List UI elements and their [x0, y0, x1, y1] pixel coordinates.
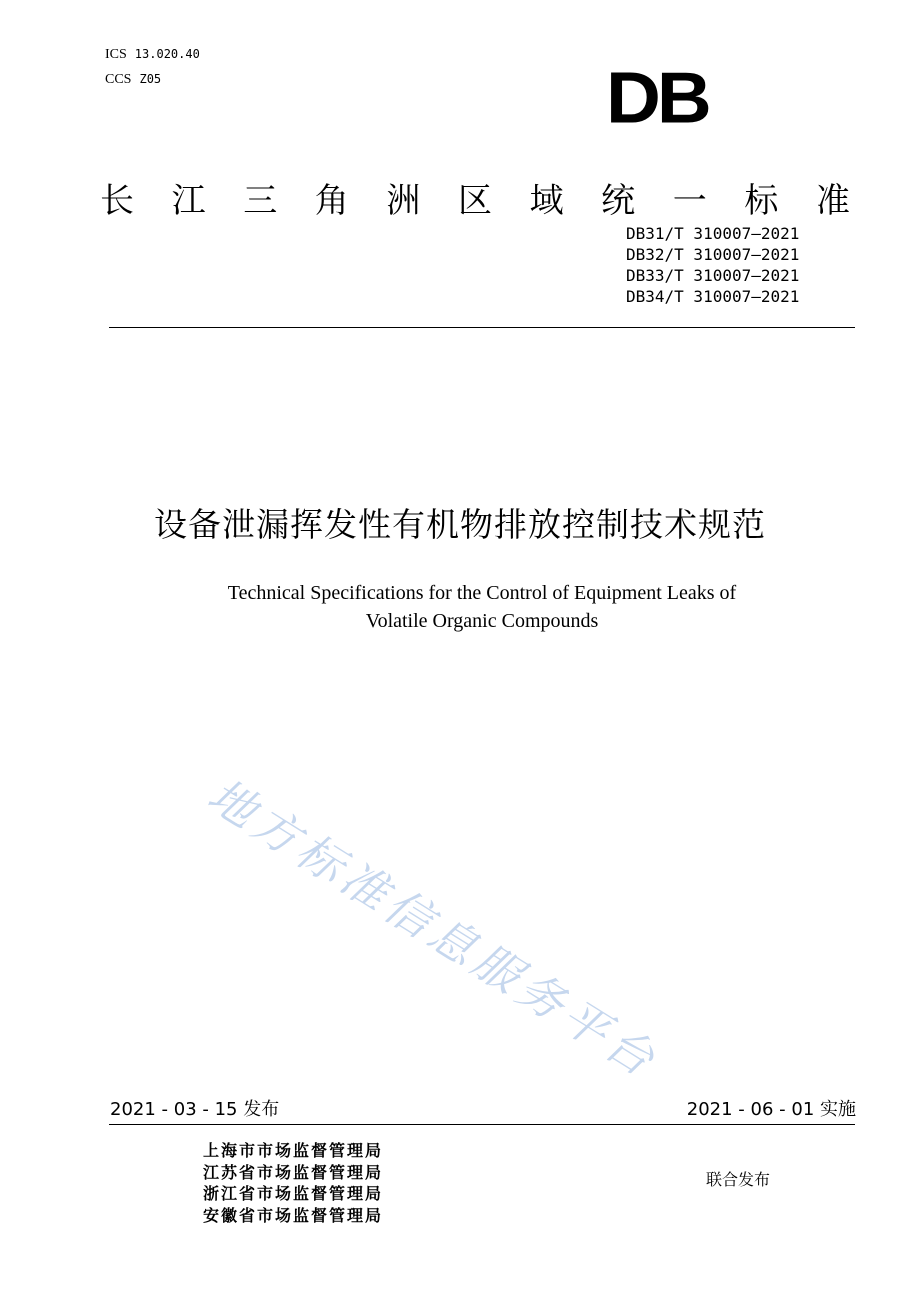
standard-number: DB34/T 310007—2021 [626, 287, 800, 306]
standard-type-char: 域 [529, 181, 564, 221]
standard-number: DB31/T 310007—2021 [626, 224, 800, 243]
standard-type-char: 角 [314, 181, 349, 221]
standard-type-heading [100, 178, 850, 224]
standard-type-char: 洲 [386, 181, 421, 221]
joint-release-label: 联合发布 [706, 1170, 771, 1189]
ics-code [105, 46, 200, 63]
standard-numbers [626, 223, 846, 307]
title-chinese: 设备泄漏挥发性有机物排放控制技术规范 [154, 505, 766, 544]
issuer: 上海市市场监督管理局 [203, 1141, 384, 1160]
standard-type-char: 标 [744, 181, 779, 221]
ccs-value: Z05 [139, 72, 162, 86]
standard-type-char: 三 [243, 181, 278, 221]
ics-value: 13.020.40 [134, 47, 200, 61]
ccs-code [105, 71, 161, 88]
standard-type-char: 区 [457, 181, 492, 221]
standard-type-char: 准 [815, 181, 850, 221]
issuing-authorities [203, 1140, 383, 1226]
standard-number: DB33/T 310007—2021 [626, 266, 800, 285]
issuer: 江苏省市场监督管理局 [203, 1162, 384, 1182]
title-english-line-1: Technical Specifications for the Control of Equipment Leaks of [227, 582, 737, 604]
standard-type-char: 一 [672, 181, 707, 221]
footer-divider [109, 1124, 855, 1125]
release-date: 2021 - 03 - 15 发布 [110, 1099, 280, 1120]
issuer: 浙江省市场监督管理局 [203, 1184, 384, 1203]
standard-type-char: 江 [171, 181, 206, 221]
implementation-date: 2021 - 06 - 01 实施 [686, 1099, 856, 1120]
ics-label: ICS [105, 47, 127, 62]
title-english-line-2: Volatile Organic Compounds [365, 610, 599, 632]
standard-type-char: 统 [601, 181, 636, 221]
watermark-text: 地方标准信息服务平台 [198, 767, 669, 1089]
header-divider [109, 327, 855, 328]
standard-number: DB32/T 310007—2021 [626, 245, 800, 264]
issuer: 安徽省市场监督管理局 [203, 1205, 384, 1225]
standard-type-char: 长 [100, 181, 134, 221]
db-logo: DB [606, 57, 708, 139]
ccs-label: CCS [105, 72, 132, 87]
